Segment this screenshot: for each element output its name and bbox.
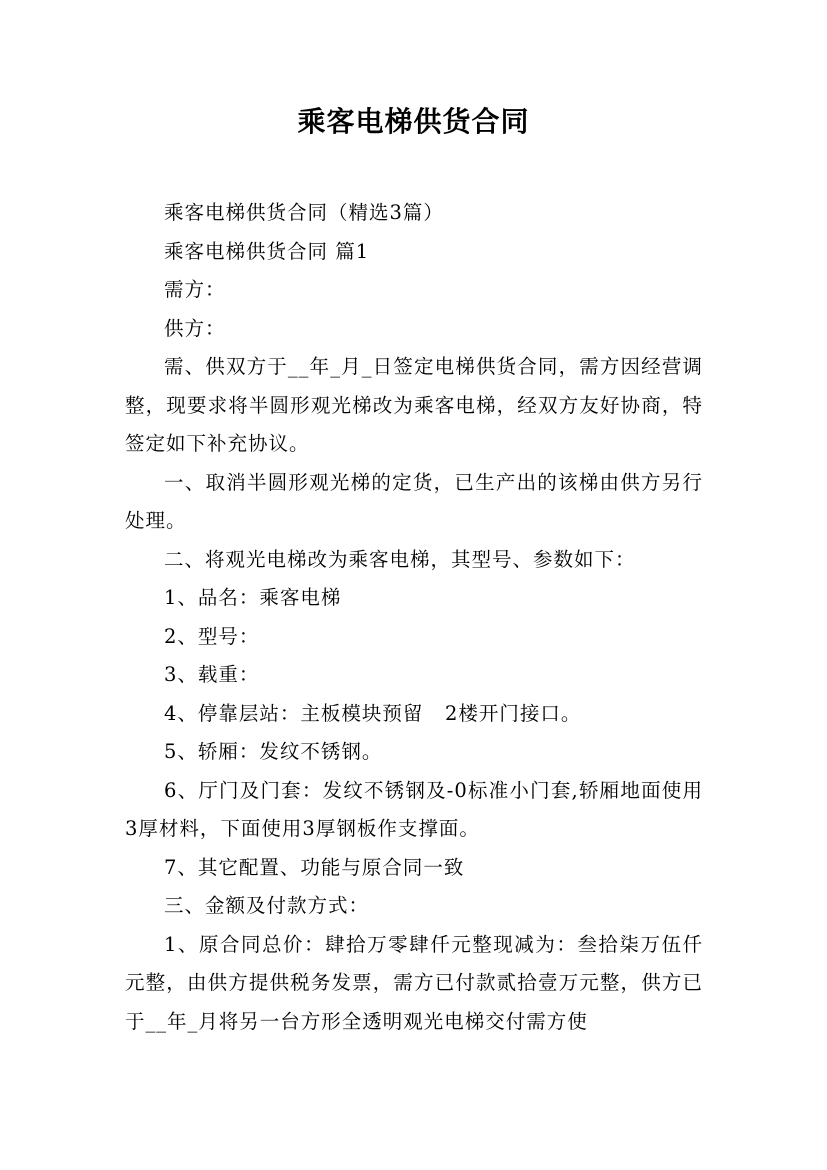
paragraph-item-1: 1、品名：乘客电梯 xyxy=(164,586,342,609)
paragraph-item-5: 5、轿厢：发纹不锈钢。 xyxy=(164,740,383,763)
paragraph-clause-3: 三、金额及付款方式： xyxy=(164,894,370,917)
paragraph-item-7: 7、其它配置、功能与原合同一致 xyxy=(164,855,465,879)
paragraph-item-2: 2、型号： xyxy=(164,624,260,648)
paragraph-supplier: 供方： xyxy=(164,316,226,340)
paragraph-clause-2: 二、将观光电梯改为乘客电梯，其型号、参数如下： xyxy=(164,547,636,571)
paragraph-item-6: 6、厅门及门套：发纹不锈钢及-0标准小门套,轿厢地面使用3厚材料，下面使用3厚钢板作支撑面。 xyxy=(125,778,703,840)
paragraph-buyer: 需方： xyxy=(164,278,226,301)
document-body xyxy=(125,194,703,1041)
paragraph-section-heading: 乘客电梯供货合同 篇1 xyxy=(164,239,370,263)
paragraph-clause-1: 一、取消半圆形观光梯的定货，已生产出的该梯由供方另行处理。 xyxy=(125,470,703,532)
paragraph-item-3: 3、载重： xyxy=(164,663,260,686)
paragraph-payment-1: 1、原合同总价：肆拾万零肆仟元整现减为：叁拾柒万伍仟元整，由供方提供税务发票，需方已付款贰拾壹万元整，供方已于__年_月将另一台方形全透明观光电梯交付需方使 xyxy=(125,932,703,1033)
paragraph-intro: 需、供双方于__年_月_日签定电梯供货合同，需方因经营调整，现要求将半圆形观光梯改为乘客电梯，经双方友好协商，特签定如下补充协议。 xyxy=(125,355,703,455)
paragraph-subtitle: 乘客电梯供货合同（精选3篇） xyxy=(164,201,444,224)
document-title: 乘客电梯供货合同 xyxy=(297,105,530,138)
paragraph-item-4: 4、停靠层站：主板模块预留 2楼开门接口。 xyxy=(164,701,582,725)
